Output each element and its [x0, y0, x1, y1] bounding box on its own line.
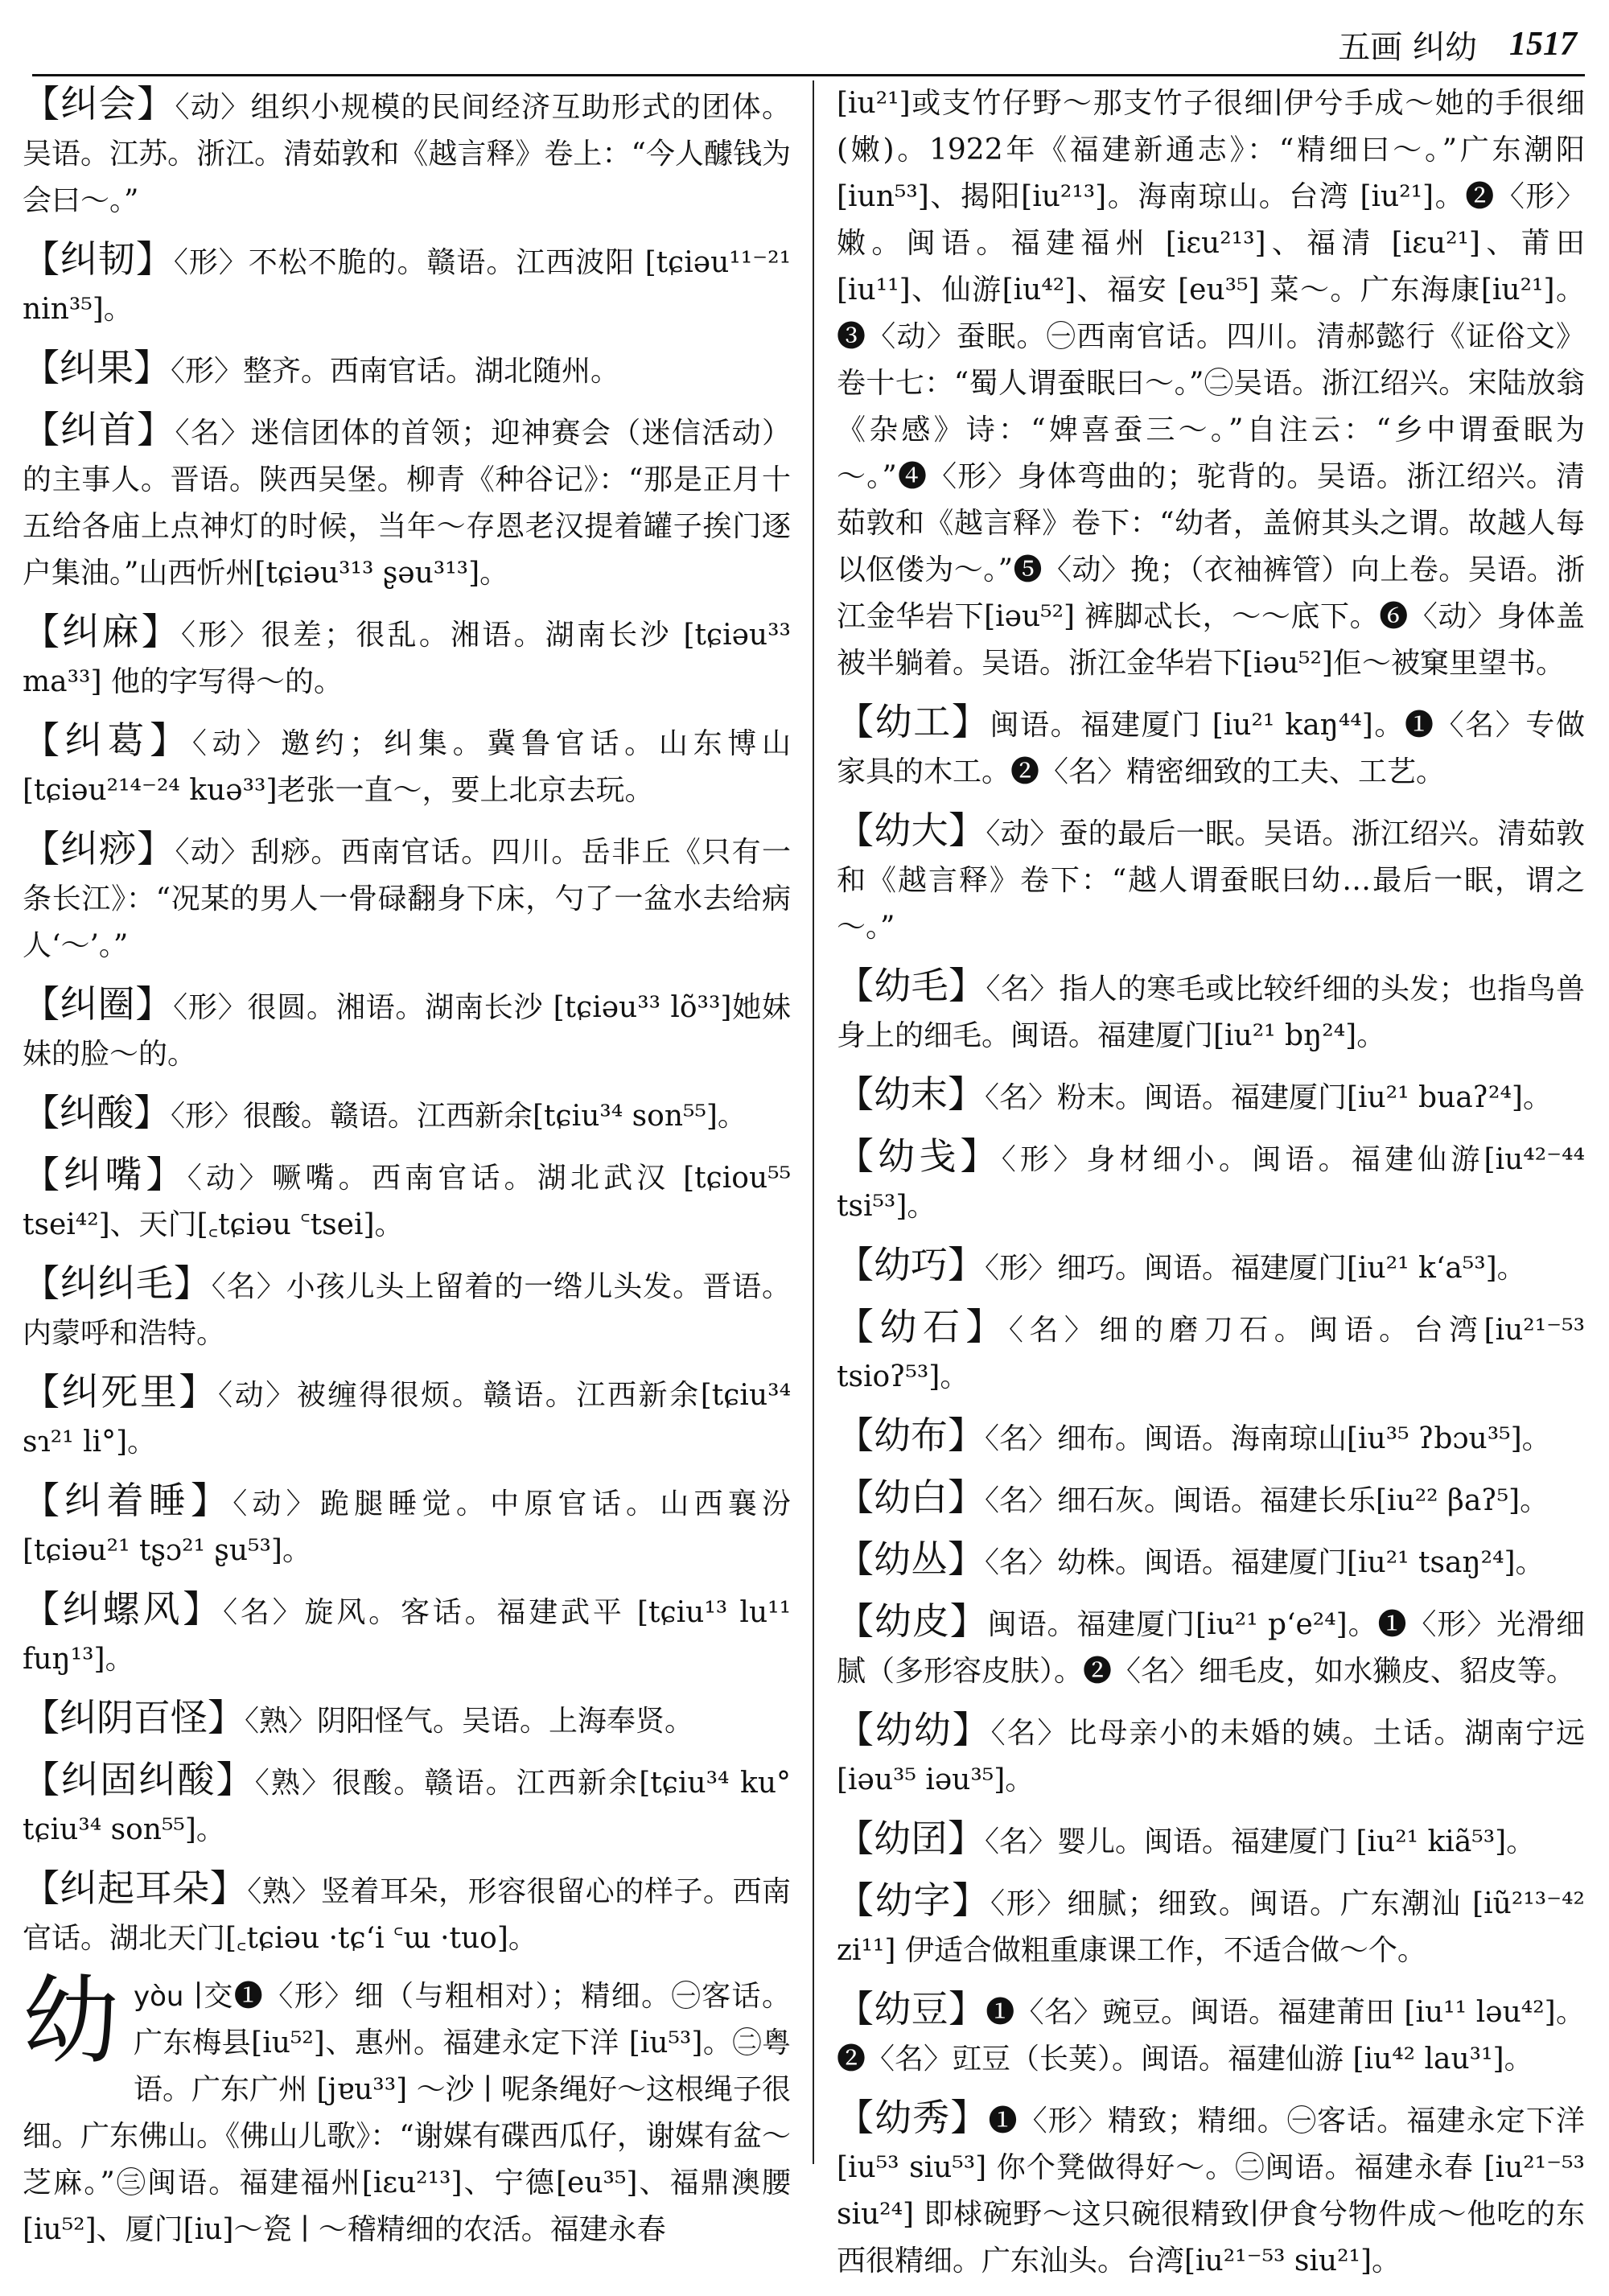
dictionary-entry	[23, 1477, 791, 1574]
entry-body: 〈形〉细腻；细致。闽语。广东潮汕 [iũ²¹³⁻⁴² zi¹¹] 伊适合做粗重康课工作，不适合做～个。	[837, 1887, 1585, 1967]
character-pinyin: yòu	[134, 1981, 184, 2013]
dictionary-entry	[837, 1536, 1585, 1586]
entry-body: 〈动〉组织小规模的民间经济互助形式的团体。吴语。江苏。浙江。清茹敦和《越言释》卷上：“今人醵钱为会曰～。”	[23, 91, 791, 217]
entry-headword: 【幼巧】	[837, 1243, 985, 1286]
entry-body: 〈形〉不松不脆的。赣语。江西波阳 [tɕiəu¹¹⁻²¹ nin³⁵]。	[23, 246, 791, 326]
entry-body: 〈形〉身材细小。闽语。福建仙游[iu⁴²⁻⁴⁴ tsi⁵³]。	[837, 1143, 1585, 1223]
character-body: ∣交❶〈形〉细（与粗相对）；精细。㊀客话。广东梅县[iu⁵²]、惠州。福建永定下洋 [iu⁵³]。㊁粤语。广东广州 [jɐu³³] ～沙 ∣ 呢条绳好～这根绳子很细。广东佛山。《佛山儿歌》：“谢媒有碟西瓜仔，谢媒有盆～芝麻。”㊂闽语。福建福州[iɛu²¹³]、宁德[eu³⁵]、福鼎澳腰[iu⁵²]、厦门[iu]～瓷 ∣ ～稽精细的农活。福建永春	[23, 1980, 791, 2246]
dictionary-entry	[23, 981, 791, 1078]
dictionary-entry	[837, 1985, 1585, 2083]
dictionary-entry	[23, 1260, 791, 1357]
entry-headword: 【纠韧】	[23, 237, 174, 281]
entry-headword: 【纠麻】	[23, 610, 181, 653]
entry-headword: 【幼字】	[837, 1878, 990, 1922]
dictionary-entry	[23, 1089, 791, 1140]
entry-headword: 【幼工】	[837, 700, 990, 743]
entry-headword: 【幼毛】	[837, 964, 986, 1007]
dictionary-entry	[23, 406, 791, 597]
entry-continuation: [iu²¹]或支竹仔野～那支竹子很细∣伊兮手成～她的手很细(嫩)。1922年《福建新通志》：“精细曰～。”广东潮阳[iun⁵³]、揭阳[iu²¹³]。海南琼山。台湾 [iu²¹]。❷〈形〉嫩。闽语。福建福州 [iɛu²¹³]、福清 [iɛu²¹]、莆田 [iu¹¹]、仙游[iu⁴²]、福安 [eu³⁵] 菜～。广东海康[iu²¹]。❸〈动〉蚕眠。㊀西南官话。四川。清郝懿行《证俗文》卷十七：“蜀人谓蚕眠曰～。”㊁吴语。浙江绍兴。宋陆放翁《杂感》诗：“婢喜蚕三～。”自注云：“乡中谓蚕眠为～。”❹〈形〉身体弯曲的；驼背的。吴语。浙江绍兴。清茹敦和《越言释》卷下：“幼者，盖俯其头之谓。故越人每以伛偻为～。”❺〈动〉挽；（衣袖裤管）向上卷。吴语。浙江金华岩下[iəu⁵²] 裤脚忒长，～～底下。❻〈动〉身体盖被半躺着。吴语。浙江金华岩下[iəu⁵²]佢～被窠里望书。	[837, 87, 1585, 680]
left-column	[23, 80, 791, 2265]
right-column	[837, 80, 1585, 2296]
running-title: 五画 纠幼	[1338, 28, 1477, 66]
entry-headword: 【幼豆】	[837, 1987, 986, 2031]
dictionary-entry	[837, 1598, 1585, 1695]
entry-headword: 【纠痧】	[23, 827, 175, 870]
entry-headword: 【幼秀】	[837, 2096, 989, 2139]
entry-headword: 【纠果】	[23, 346, 171, 389]
entry-body: 〈熟〉竖着耳朵，形容很留心的样子。西南官话。湖北天门[꜀tɕiəu ·tɕ‘i ꜂ɯ ·tuo]。	[23, 1875, 791, 1955]
entry-body: 〈动〉被缠得很烦。赣语。江西新余[tɕiu³⁴ sɿ²¹ li°]。	[23, 1379, 791, 1459]
entry-body: 〈名〉幼株。闽语。福建厦门[iu²¹ tsaŋ²⁴]。	[985, 1546, 1545, 1579]
entry-body: 〈动〉邀约；纠集。冀鲁官话。山东博山 [tɕiəu²¹⁴⁻²⁴ kuə³³]老张一直～，要上北京去玩。	[23, 727, 791, 807]
entry-body: 〈名〉细石灰。闽语。福建长乐[iu²² βaʔ⁵]。	[985, 1484, 1549, 1517]
entry-headword: 【纠酸】	[23, 1091, 171, 1134]
entry-headword: 【幼石】	[837, 1305, 1009, 1348]
entry-headword: 【幼囝】	[837, 1817, 985, 1860]
entry-body: 〈名〉婴儿。闽语。福建厦门 [iu²¹ kiã⁵³]。	[985, 1825, 1536, 1858]
page-number: 1517	[1509, 26, 1577, 63]
entry-body: 〈名〉细布。闽语。海南琼山[iu³⁵ ʔbɔu³⁵]。	[985, 1422, 1551, 1455]
dictionary-entry	[23, 236, 791, 333]
entry-headword: 【纠圈】	[23, 982, 174, 1026]
entry-headword: 【纠起耳朵】	[23, 1866, 248, 1910]
character-headword: 幼	[23, 1965, 119, 2077]
header-rule	[32, 74, 1585, 76]
dictionary-entry	[23, 80, 791, 224]
entry-body: 〈形〉细巧。闽语。福建厦门[iu²¹ k‘a⁵³]。	[985, 1252, 1526, 1285]
entry-body: 〈名〉比母亲小的未婚的姨。土话。湖南宁远[iəu³⁵ iəu³⁵]。	[837, 1717, 1585, 1796]
dictionary-entry	[23, 1151, 791, 1249]
entry-body: 〈名〉小孩儿头上留着的一绺儿头发。晋语。内蒙呼和浩特。	[23, 1270, 791, 1350]
dictionary-entry	[837, 1071, 1585, 1121]
entry-body: 〈熟〉很酸。赣语。江西新余[tɕiu³⁴ ku° tɕiu³⁴ son⁵⁵]。	[23, 1767, 791, 1846]
dictionary-entry	[837, 1303, 1585, 1401]
dictionary-entry	[837, 1815, 1585, 1866]
dictionary-entry	[23, 717, 791, 814]
entry-body: 〈名〉迷信团体的首领；迎神赛会（迷信活动）的主事人。晋语。陕西吴堡。柳青《种谷记》：“那是正月十五给各庙上点神灯的时候，当年～存恩老汉提着罐子挨门逐户集油。”山西忻州[tɕiəu³¹³ ʂəu³¹³]。	[23, 417, 791, 590]
entry-body: 〈名〉细的磨刀石。闽语。台湾[iu²¹⁻⁵³ tsioʔ⁵³]。	[837, 1314, 1585, 1393]
dictionary-entry	[837, 698, 1585, 796]
entry-body: 〈动〉噘嘴。西南官话。湖北武汉 [tɕiou⁵⁵ tsei⁴²]、天门[꜀tɕiəu ꜂tsei]。	[23, 1162, 791, 1241]
dictionary-entry	[23, 825, 791, 969]
dictionary-entry	[23, 1368, 791, 1466]
dictionary-entry	[837, 962, 1585, 1060]
entry-headword: 【纠固纠酸】	[23, 1758, 255, 1801]
dictionary-entry	[837, 807, 1585, 951]
dictionary-entry	[837, 1412, 1585, 1463]
entry-headword: 【纠着睡】	[23, 1479, 233, 1522]
column-divider	[813, 80, 814, 2164]
entry-headword: 【纠死里】	[23, 1370, 219, 1413]
entry-headword: 【纠纠毛】	[23, 1261, 212, 1305]
entry-body: 〈名〉旋风。客话。福建武平 [tɕiu¹³ lu¹¹ fuŋ¹³]。	[23, 1596, 791, 1676]
dictionary-entry	[837, 1706, 1585, 1804]
entry-body: ❶〈形〉精致；精细。㊀客话。福建永定下洋 [iu⁵³ siu⁵³] 你个凳做得好～。㊁闽语。福建永春 [iu²¹⁻⁵³ siu²⁴] 即梂碗野～这只碗很精致∣伊食兮物件成～他吃的东西很精细。广东汕头。台湾[iu²¹⁻⁵³ siu²¹]。	[837, 2105, 1585, 2277]
entry-headword: 【纠会】	[23, 82, 175, 125]
page-header	[1255, 16, 1577, 72]
entry-headword: 【幼布】	[837, 1413, 985, 1457]
entry-body: 〈形〉整齐。西南官话。湖北随州。	[171, 355, 620, 388]
entry-headword: 【幼戋】	[837, 1134, 1002, 1178]
dictionary-entry	[837, 1133, 1585, 1230]
dictionary-entry	[23, 1694, 791, 1745]
entry-body: 闽语。福建厦门 [iu²¹ kaŋ⁴⁴]。❶〈名〉专做家具的木工。❷〈名〉精密细致的工夫、工艺。	[837, 709, 1585, 788]
entry-body: 〈名〉粉末。闽语。福建厦门[iu²¹ buaʔ²⁴]。	[985, 1081, 1552, 1114]
entry-body: 闽语。福建厦门[iu²¹ p‘e²⁴]。❶〈形〉光滑细腻（多形容皮肤）。❷〈名〉细毛皮，如水獭皮、貂皮等。	[837, 1608, 1585, 1688]
entry-headword: 【纠首】	[23, 408, 175, 451]
entry-headword: 【纠螺风】	[23, 1587, 224, 1631]
entry-headword: 【幼白】	[837, 1475, 985, 1519]
entry-headword: 【纠阴百怪】	[23, 1696, 245, 1739]
entry-body: 〈形〉很圆。湘语。湖南长沙 [tɕiəu³³ lõ³³]她妹妹的脸～的。	[23, 991, 791, 1071]
dictionary-entry	[23, 344, 791, 395]
entry-body: ❶〈名〉豌豆。闽语。福建莆田 [iu¹¹ ləu⁴²]。❷〈名〉豇豆（长荚）。闽语。福建仙游 [iu⁴² lau³¹]。	[837, 1996, 1585, 2076]
entry-headword: 【幼丛】	[837, 1537, 985, 1581]
entry-body: 〈形〉很差；很乱。湘语。湖南长沙 [tɕiəu³³ ma³³] 他的字写得～的。	[23, 619, 791, 698]
entry-headword: 【幼皮】	[837, 1599, 988, 1643]
entry-headword: 【幼末】	[837, 1072, 985, 1116]
entry-body: 〈名〉指人的寒毛或比较纤细的头发；也指鸟兽身上的细毛。闽语。福建厦门[iu²¹ bŋ²⁴]。	[837, 973, 1585, 1052]
dictionary-entry	[23, 1756, 791, 1854]
entry-headword: 【纠嘴】	[23, 1153, 187, 1196]
dictionary-entry	[837, 1877, 1585, 1974]
entry-body: 〈动〉蚕的最后一眠。吴语。浙江绍兴。清茹敦和《越言释》卷下：“越人谓蚕眠曰幼…最后一眠，谓之～。”	[837, 817, 1585, 944]
dictionary-entry	[837, 1474, 1585, 1524]
character-entry	[23, 1965, 791, 2253]
dictionary-entry	[837, 1241, 1585, 1292]
entry-body: 〈形〉很酸。赣语。江西新余[tɕiu³⁴ son⁵⁵]。	[171, 1100, 747, 1133]
entry-headword: 【纠葛】	[23, 718, 192, 762]
entry-body: 〈熟〉阴阳怪气。吴语。上海奉贤。	[245, 1705, 694, 1738]
entry-headword: 【幼大】	[837, 809, 986, 852]
dictionary-entry	[23, 1865, 791, 1962]
dictionary-entry	[23, 1586, 791, 1683]
dictionary-entry	[837, 2094, 1585, 2285]
dictionary-entry	[23, 608, 791, 706]
entry-headword: 【幼幼】	[837, 1708, 991, 1751]
entry-body: 〈动〉刮痧。西南官话。四川。岳非丘《只有一条长江》：“况某的男人一骨碌翻身下床，勺了一盆水去给病人‘～’。”	[23, 836, 791, 962]
entry-body: 〈动〉跪腿睡觉。中原官话。山西襄汾[tɕiəu²¹ tʂɔ²¹ ʂu⁵³]。	[23, 1487, 791, 1567]
